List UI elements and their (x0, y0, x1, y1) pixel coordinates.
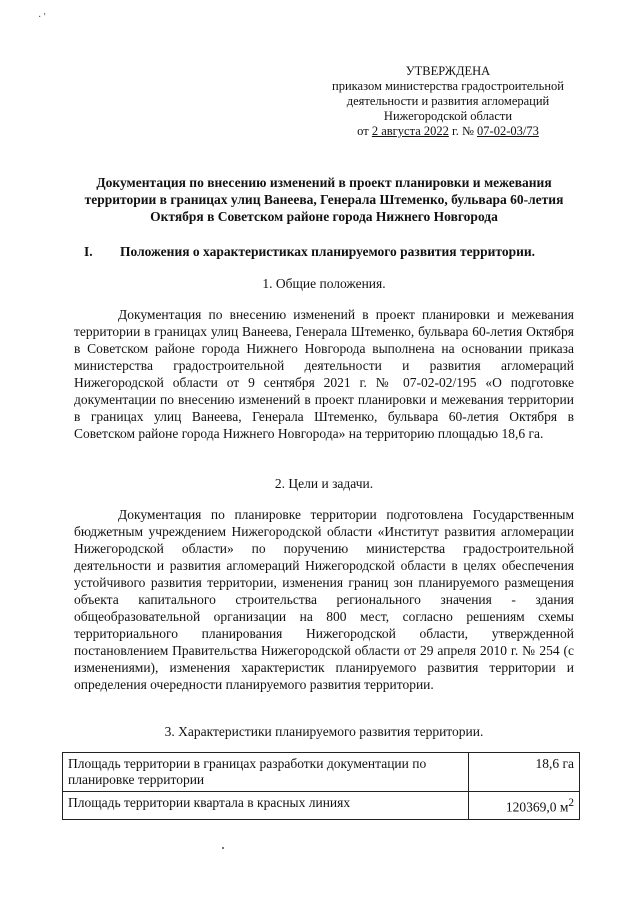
subsection-heading-3: 3. Характеристики планируемого развития территории. (164, 724, 484, 739)
approval-number: 07-02-03/73 (477, 124, 539, 138)
approval-order-line (318, 124, 578, 139)
section-heading (84, 243, 584, 260)
section-title: Положения о характеристиках планируемого развития территории. (120, 244, 536, 259)
approval-title: УТВЕРЖДЕНА (405, 64, 491, 78)
approval-from: от (357, 124, 369, 138)
table-cell-label: Площадь территории в границах разработки документации по планировке территории (63, 753, 469, 792)
document-title: Документация по внесению изменений в проект планировки и межевания территории в границах улиц Ванеева, Генерала Штеменко, бульвара 60-летия Октября в Советском районе города Нижнего Новгорода (84, 175, 564, 224)
approval-line-2: деятельности и развития агломераций (346, 94, 550, 108)
scan-marks: · ' (38, 12, 46, 23)
table-row (63, 753, 580, 792)
table-cell-value (469, 792, 580, 820)
approval-date: 2 августа 2022 (371, 124, 449, 138)
approval-line-3: Нижегородской области (383, 109, 513, 123)
subsection-heading-2: 2. Цели и задачи. (274, 476, 374, 491)
characteristics-table (62, 752, 580, 820)
approval-g: г. № (452, 124, 474, 138)
paragraph-goals: Документация по планировке территории подготовлена Государственным бюджетным учреждением Нижегородской области «Институт развития агломерации Нижегородской области» по поручению министерства градостроительной деятельности и развития агломераций Нижегородской области в целях обеспечения устойчивого развития территории, изменения границ зон планируемого размещения объекта капитального строительства регионального значения - здания общеобразовательной организации на 800 мест, согласно решениям схемы территориального планирования Нижегородской области, утвержденной постановлением Правительства Нижегородской области от 29 апреля 2010 г. № 254 (с изменениями), изменения характеристик планируемого развития территории и определения очередности планируемого развития территории. (74, 507, 574, 692)
approval-line-1: приказом министерства градостроительной (332, 79, 564, 93)
scan-dot (222, 847, 224, 849)
table-cell-label: Площадь территории квартала в красных линиях (63, 792, 469, 820)
table-value-sup: 2 (568, 797, 574, 809)
section-number: I. (84, 244, 93, 259)
subsection-heading-1: 1. Общие положения. (262, 276, 386, 291)
table-cell-value: 18,6 га (469, 753, 580, 792)
table-value-text: 120369,0 м (505, 799, 569, 815)
paragraph-general: Документация по внесению изменений в проект планировки и межевания территории в границах улиц Ванеева, Генерала Штеменко, бульвара 60-летия Октября в Советском районе города Нижнего Новгорода выполнена на основании приказа министерства градостроительной деятельности и развития агломераций Нижегородской области от 9 сентября 2021 г. № 07-02-02/195 «О подготовке документации по внесению изменений в проект планировки и межевания территории в границах улиц Ванеева, Генерала Штеменко, бульвара 60-летия Октября в Советском районе города Нижнего Новгорода» на территорию площадью 18,6 га. (74, 307, 574, 441)
table-row (63, 792, 580, 820)
approval-stamp (318, 64, 578, 139)
